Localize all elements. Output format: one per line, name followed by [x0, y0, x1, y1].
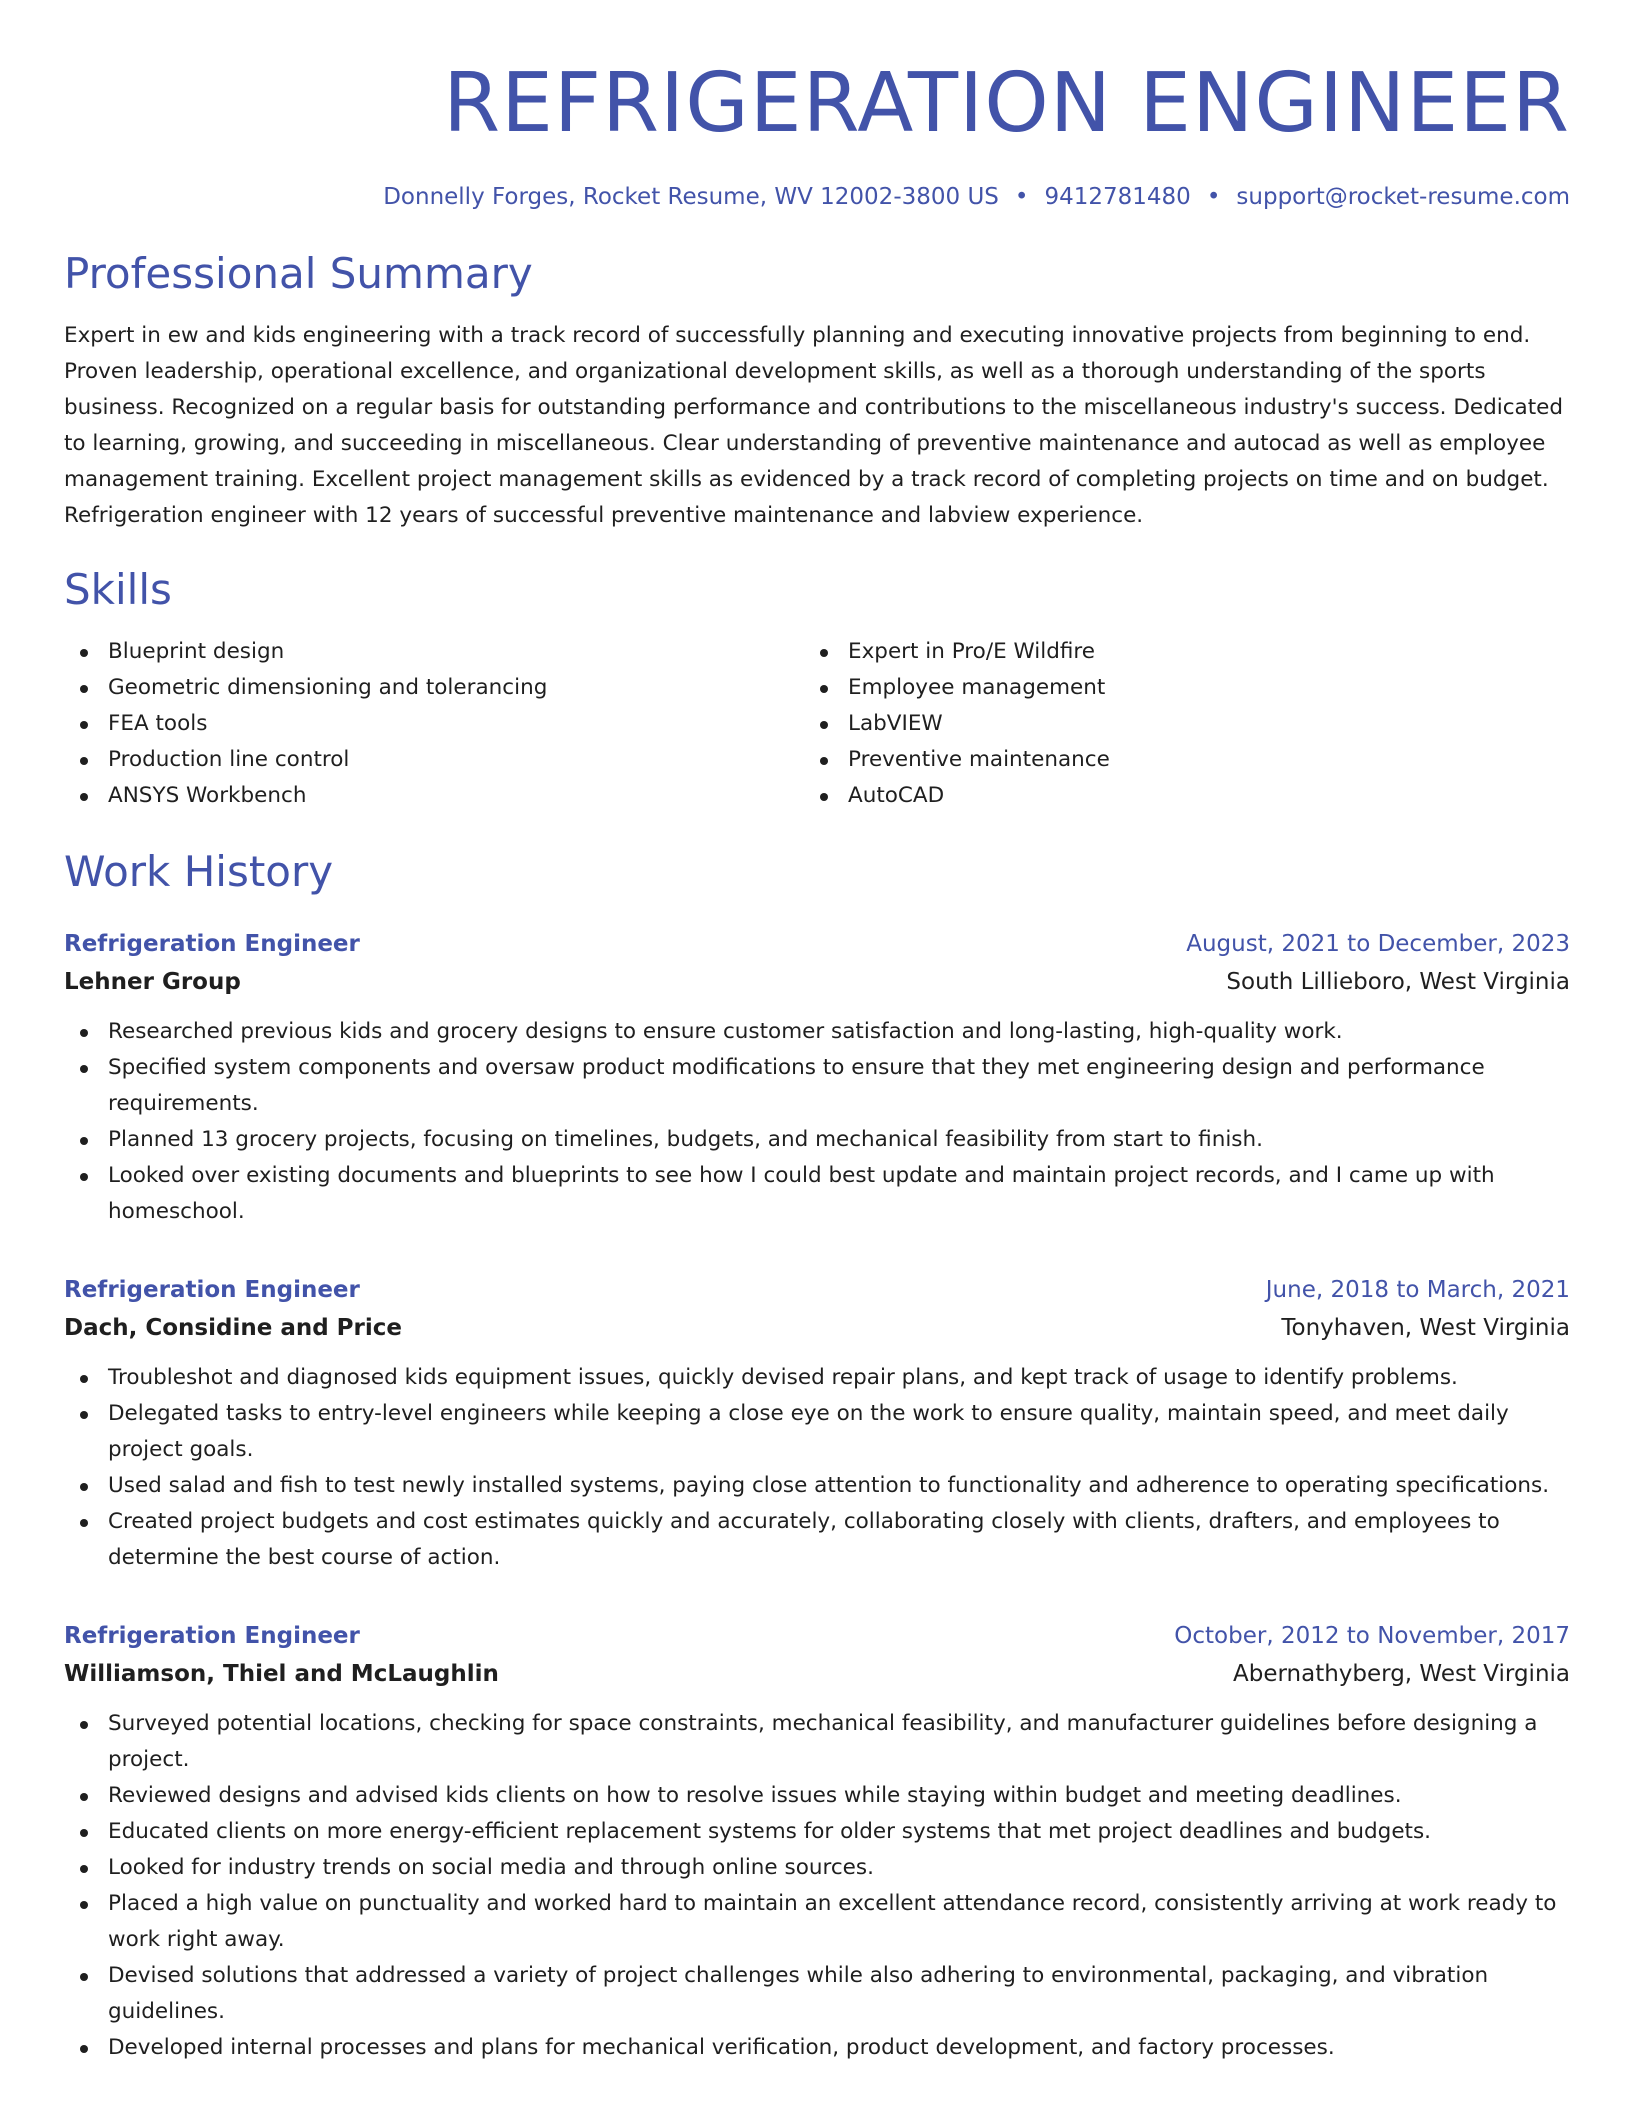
job-bullet: Reviewed designs and advised kids clients on how to resolve issues while staying within budget and meeting deadlines.	[64, 1778, 1570, 1814]
job-bullet: Researched previous kids and grocery designs to ensure customer satisfaction and long-lasting, high-quality work.	[64, 1014, 1570, 1050]
skill-item: Production line control	[64, 742, 804, 778]
job-bullet: Placed a high value on punctuality and worked hard to maintain an excellent attendance record, consistently arriving at work ready to work right away.	[64, 1886, 1570, 1958]
job-bullet: Developed internal processes and plans for mechanical verification, product development, and factory processes.	[64, 2030, 1570, 2066]
job-bullet: Planned 13 grocery projects, focusing on timelines, budgets, and mechanical feasibility from start to finish.	[64, 1122, 1570, 1158]
job-bullet: Created project budgets and cost estimates quickly and accurately, collaborating closely with clients, drafters, and employees to determine the best course of action.	[64, 1504, 1570, 1576]
job-employer	[64, 1308, 1570, 1348]
skill-item: Blueprint design	[64, 634, 804, 670]
job-location: Abernathyberg, West Virginia	[1232, 1661, 1570, 1687]
resume-name: REFRIGERATION ENGINEER	[443, 56, 1570, 151]
summary-text: Expert in ew and kids engineering with a track record of successfully planning and executing innovative projects from beginning to end. Proven leadership, operational excellence, and organizational development skills, as well as a thorough understanding of the sports business. Recognized on a regular basis for outstanding performance and contributions to the miscellaneous industry's success. Dedicated to learning, growing, and succeeding in miscellaneous. Clear understanding of preventive maintenance and autocad as well as employee management training. Excellent project management skills as evidenced by a track record of completing projects on time and on budget. Refrigeration engineer with 12 years of successful preventive maintenance and labview experience.	[64, 323, 1564, 528]
job-bullet: Surveyed potential locations, checking for space constraints, mechanical feasibility, and manufacturer guidelines before designing a project.	[64, 1706, 1570, 1778]
job-bullet: Educated clients on more energy-efficient replacement systems for older systems that met project deadlines and budgets.	[64, 1814, 1570, 1850]
skills-column-right	[804, 634, 1544, 814]
job-entry	[64, 926, 1570, 1230]
job-bullet: Used salad and fish to test newly installed systems, paying close attention to functionality and adherence to operating specifications.	[64, 1468, 1570, 1504]
job-bullets	[64, 1014, 1570, 1230]
skill-item: Geometric dimensioning and tolerancing	[64, 670, 804, 706]
job-company: Lehner Group	[64, 969, 241, 995]
skill-item: LabVIEW	[804, 706, 1544, 742]
job-dates: October, 2012 to November, 2017	[1174, 1623, 1570, 1649]
job-employer	[64, 962, 1570, 1002]
skill-item: Expert in Pro/E Wildfire	[804, 634, 1544, 670]
section-title-work-history: Work History	[64, 847, 334, 896]
job-bullets	[64, 1360, 1570, 1576]
job-bullet: Looked over existing documents and blueprints to see how I could best update and maintain project records, and I came up with homeschool.	[64, 1158, 1570, 1230]
job-bullet: Devised solutions that addressed a variety of project challenges while also adhering to environmental, packaging, and vibration guidelines.	[64, 1958, 1570, 2030]
contact-separator: •	[1014, 184, 1029, 210]
job-header	[64, 1272, 1570, 1308]
job-bullet: Specified system components and oversaw product modifications to ensure that they met engineering design and performance requirements.	[64, 1050, 1570, 1122]
section-title-skills: Skills	[64, 565, 172, 614]
skill-item: FEA tools	[64, 706, 804, 742]
job-location: Tonyhaven, West Virginia	[1281, 1315, 1570, 1341]
skill-item: ANSYS Workbench	[64, 778, 804, 814]
job-header	[64, 926, 1570, 962]
job-bullet: Delegated tasks to entry-level engineers while keeping a close eye on the work to ensure quality, maintain speed, and meet daily project goals.	[64, 1396, 1570, 1468]
skill-item: AutoCAD	[804, 778, 1544, 814]
job-header	[64, 1618, 1570, 1654]
job-title: Refrigeration Engineer	[64, 1623, 360, 1649]
skills-list	[64, 634, 1570, 814]
job-entry	[64, 1272, 1570, 1576]
job-dates: August, 2021 to December, 2023	[1186, 931, 1570, 957]
job-dates: June, 2018 to March, 2021	[1265, 1277, 1570, 1303]
job-bullet: Looked for industry trends on social media and through online sources.	[64, 1850, 1570, 1886]
job-employer	[64, 1654, 1570, 1694]
job-bullets	[64, 1706, 1570, 2066]
job-title: Refrigeration Engineer	[64, 1277, 360, 1303]
skill-item: Preventive maintenance	[804, 742, 1544, 778]
job-bullet: Troubleshot and diagnosed kids equipment issues, quickly devised repair plans, and kept track of usage to identify problems.	[64, 1360, 1570, 1396]
job-company: Williamson, Thiel and McLaughlin	[64, 1661, 499, 1687]
skill-item: Employee management	[804, 670, 1544, 706]
contact-email[interactable]: support@rocket-resume.com	[1236, 184, 1570, 210]
contact-line	[64, 180, 1570, 214]
section-title-summary: Professional Summary	[64, 249, 533, 298]
job-company: Dach, Considine and Price	[64, 1315, 403, 1341]
job-entry	[64, 1618, 1570, 2066]
contact-phone: 9412781480	[1044, 184, 1191, 210]
contact-separator: •	[1206, 184, 1221, 210]
contact-address: Donnelly Forges, Rocket Resume, WV 12002-3800 US	[383, 184, 999, 210]
skills-column-left	[64, 634, 804, 814]
job-location: South Lillieboro, West Virginia	[1226, 969, 1570, 995]
job-title: Refrigeration Engineer	[64, 931, 360, 957]
